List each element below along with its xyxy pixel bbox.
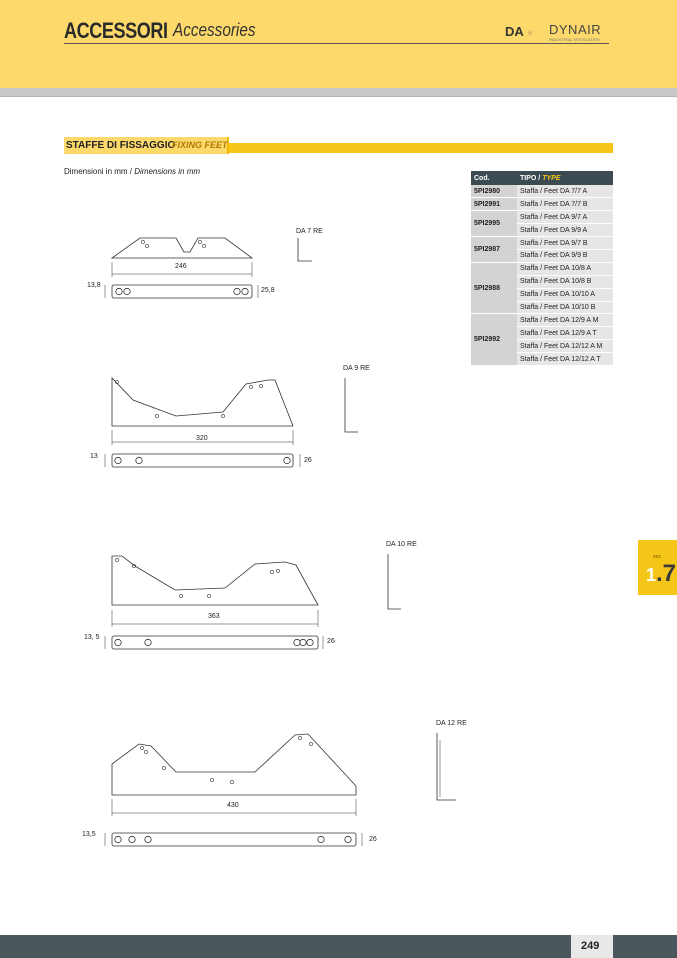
page-title: ACCESSORI	[64, 18, 168, 43]
code-cell: 5PI2987	[471, 237, 517, 263]
series-code: DA	[505, 24, 524, 39]
section-number-minor: .7	[656, 560, 677, 587]
code-cell: 5PI2988	[471, 262, 517, 314]
col-code-header: Cod.	[471, 171, 517, 185]
type-cell: Staffa / Feet DA 12/9 A T	[517, 327, 613, 340]
type-cell: Staffa / Feet DA 12/12 A M	[517, 340, 613, 353]
section-number	[646, 560, 676, 588]
da12-length: 430	[227, 802, 239, 809]
da7-name: DA 7 RE	[296, 228, 323, 235]
da9-side-left: 13	[90, 453, 98, 460]
da9-profile	[105, 378, 358, 467]
brand-name: DYNAIR	[549, 22, 602, 37]
da7-length: 246	[175, 263, 187, 270]
da9-side-right: 26	[304, 457, 312, 464]
da10-side-right: 26	[327, 638, 335, 645]
type-cell: Staffa / Feet DA 10/10 B	[517, 301, 613, 314]
section-number-major: 1	[646, 565, 657, 585]
code-cell: 5PI2980	[471, 185, 517, 198]
section-title: STAFFE DI FISSAGGIO	[66, 140, 176, 151]
type-cell: Staffa / Feet DA 9/7 A	[517, 211, 613, 224]
page-subtitle: Accessories	[173, 20, 256, 40]
da7-side-left: 13,8	[87, 282, 101, 289]
type-cell: Staffa / Feet DA 12/12 A T	[517, 353, 613, 366]
code-cell: 5PI2992	[471, 314, 517, 366]
section-title-en: FIXING FEET	[172, 140, 228, 150]
da10-side-left: 13, 5	[84, 634, 100, 641]
da10-length: 363	[208, 613, 220, 620]
da7-side-right: 25,8	[261, 287, 275, 294]
type-cell: Staffa / Feet DA 10/8 A	[517, 262, 613, 275]
section-tab-label: sez.	[653, 554, 663, 560]
da7-profile	[105, 238, 312, 298]
brand-tagline: INDUSTRIAL VENTILATION	[549, 37, 600, 42]
da9-length: 320	[196, 435, 208, 442]
section-tab	[638, 540, 677, 595]
da12-side-right: 26	[369, 836, 377, 843]
type-cell: Staffa / Feet DA 9/9 B	[517, 249, 613, 262]
type-cell: Staffa / Feet DA 10/8 B	[517, 275, 613, 288]
col-type-en: TYPE	[542, 174, 561, 182]
type-cell: Staffa / Feet DA 7/7 A	[517, 185, 613, 198]
type-cell: Staffa / Feet DA 9/7 B	[517, 237, 613, 250]
code-cell: 5PI2995	[471, 211, 517, 237]
da12-profile	[105, 733, 456, 846]
da10-name: DA 10 RE	[386, 541, 417, 548]
da9-name: DA 9 RE	[343, 365, 370, 372]
da12-side-left: 13,5	[82, 831, 96, 838]
da12-name: DA 12 RE	[436, 720, 467, 727]
page-number: 249	[581, 940, 600, 952]
type-cell: Staffa / Feet DA 9/9 A	[517, 224, 613, 237]
dimensions-note-it: Dimensioni in mm /	[64, 167, 133, 176]
type-cell: Staffa / Feet DA 12/9 A M	[517, 314, 613, 327]
da10-profile	[105, 554, 401, 649]
dimensions-note-en: Dimensions in mm	[134, 167, 201, 176]
type-cell: Staffa / Feet DA 7/7 B	[517, 198, 613, 211]
code-cell: 5PI2991	[471, 198, 517, 211]
col-type-label: TIPO /	[520, 174, 541, 182]
type-cell: Staffa / Feet DA 10/10 A	[517, 288, 613, 301]
